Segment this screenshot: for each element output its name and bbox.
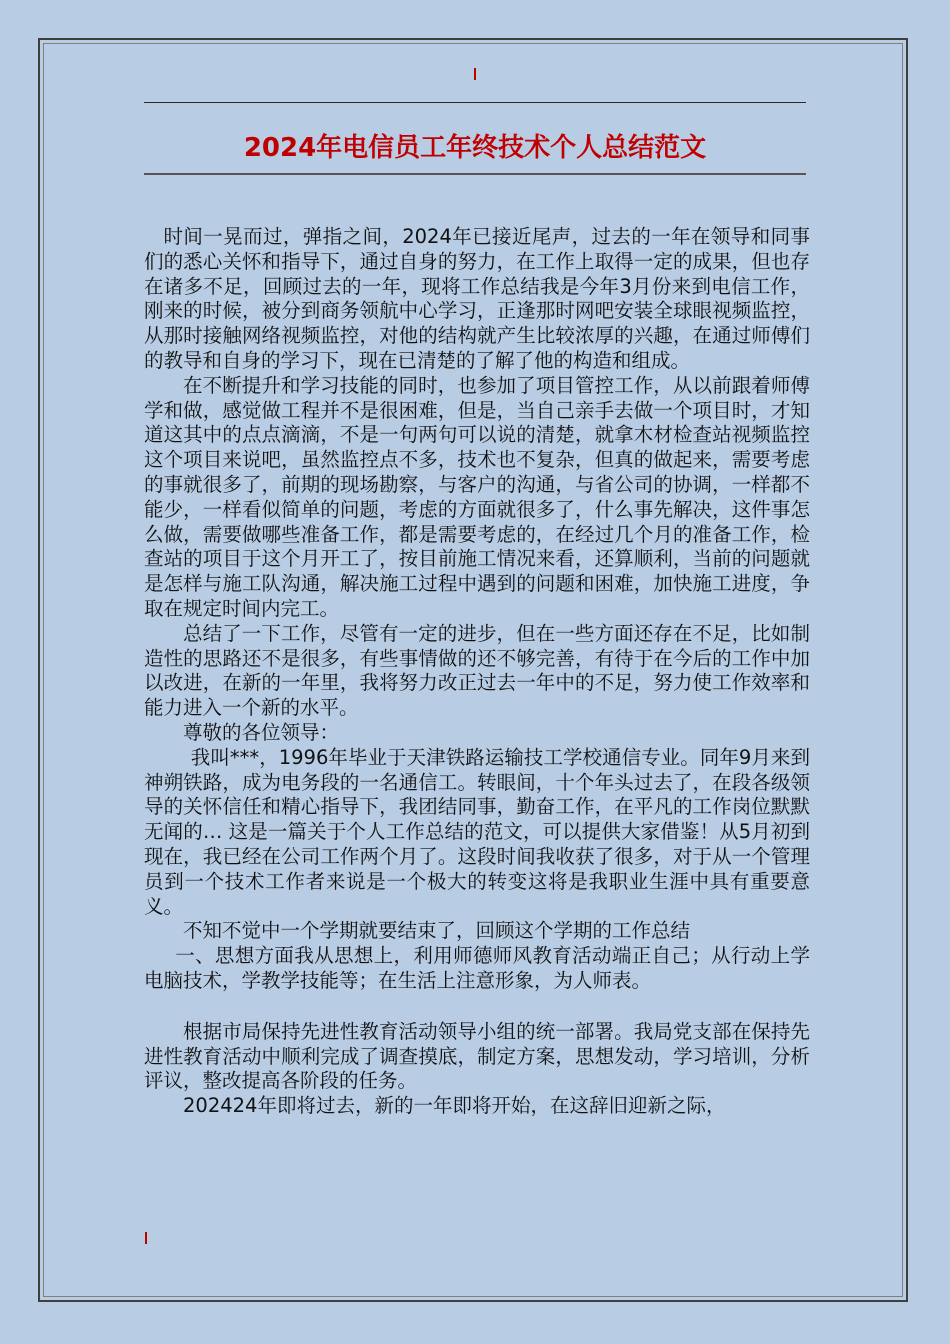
title-underline [144, 173, 806, 175]
paragraph: 根据市局保持先进性教育活动领导小组的统一部署。我局党支部在保持先进性教育活动中顺利完成了调查摸底，制定方案，思想发动，学习培训，分析评议，整改提高各阶段的任务。 [144, 1019, 810, 1093]
paragraph: 总结了一下工作，尽管有一定的进步，但在一些方面还存在不足，比如制造性的思路还不是很多，有些事情做的还不够完善，有待于在今后的工作中加以改进，在新的一年里，我将努力改正过去一年中的不足，努力使工作效率和能力进入一个新的水平。 [144, 621, 810, 720]
paragraph: 不知不觉中一个学期就要结束了，回顾这个学期的工作总结 [183, 919, 691, 943]
paragraph: 我叫***，1996年毕业于天津铁路运输技工学校通信专业。同年9月来到神朔铁路，成为电务段的一名通信工。转眼间，十个年头过去了，在段各级领导的关怀信任和精心指导下，我团结同事，勤奋工作，在平凡的工作岗位默默无闻的… 这是一篇关于个人工作总结的范文，可以提供大家借鉴！从5月初到现在，我已经在公司工作两个月了。这段时间我收获了很多，对于从一个管理员到一个技术工作者来说是一个极大的转变这将是我职业生涯中具有重要意义。 [144, 745, 810, 918]
paragraph: 时间一晃而过，弹指之间，2024年已接近尾声，过去的一年在领导和同事们的悉心关怀和指导下，通过自身的努力，在工作上取得一定的成果，但也存在诸多不足，回顾过去的一年，现将工作总结我是今年3月份来到电信工作，刚来的时候，被分到商务领航中心学习，正逢那时网吧安装全球眼视频监控，从那时接触网络视频监控，对他的结构就产生比较浓厚的兴趣，在通过师傅们的教导和自身的学习下，现在已清楚的了解了他的构造和组成。 [144, 225, 810, 372]
document-body [144, 225, 810, 1119]
paragraph: 在不断提升和学习技能的同时，也参加了项目管控工作，从以前跟着师傅学和做，感觉做工程并不是很困难，但是，当自己亲手去做一个项目时，才知道这其中的点点滴滴，不是一句两句可以说的清楚，就拿木材检查站视频监控这个项目来说吧，虽然监控点不多，技术也不复杂，但真的做起来，需要考虑的事就很多了，前期的现场勘察，与客户的沟通，与省公司的协调，一样都不能少，一样看似简单的问题，考虑的方面就很多了，什么事先解决，这件事怎么做，需要做哪些准备工作，都是需要考虑的，在经过几个月的准备工作，检查站的项目于这个月开工了，按目前施工情况来看，还算顺利，当前的问题就是怎样与施工队沟通，解决施工过程中遇到的问题和困难，加快施工进度，争取在规定时间内完工。 [144, 373, 810, 620]
salutation: 尊敬的各位领导： [183, 720, 340, 744]
paragraph: 202424年即将过去，新的一年即将开始，在这辞旧迎新之际， [183, 1094, 726, 1118]
footer-mark [145, 1232, 147, 1244]
header-mark [474, 68, 476, 80]
header-rule [144, 102, 806, 103]
paragraph: 一、思想方面我从思想上，利用师德师风教育活动端正自己；从行动上学电脑技术，学教学技能等；在生活上注意形象，为人师表。 [144, 944, 810, 992]
document-title: 2024年电信员工年终技术个人总结范文 [243, 133, 707, 163]
